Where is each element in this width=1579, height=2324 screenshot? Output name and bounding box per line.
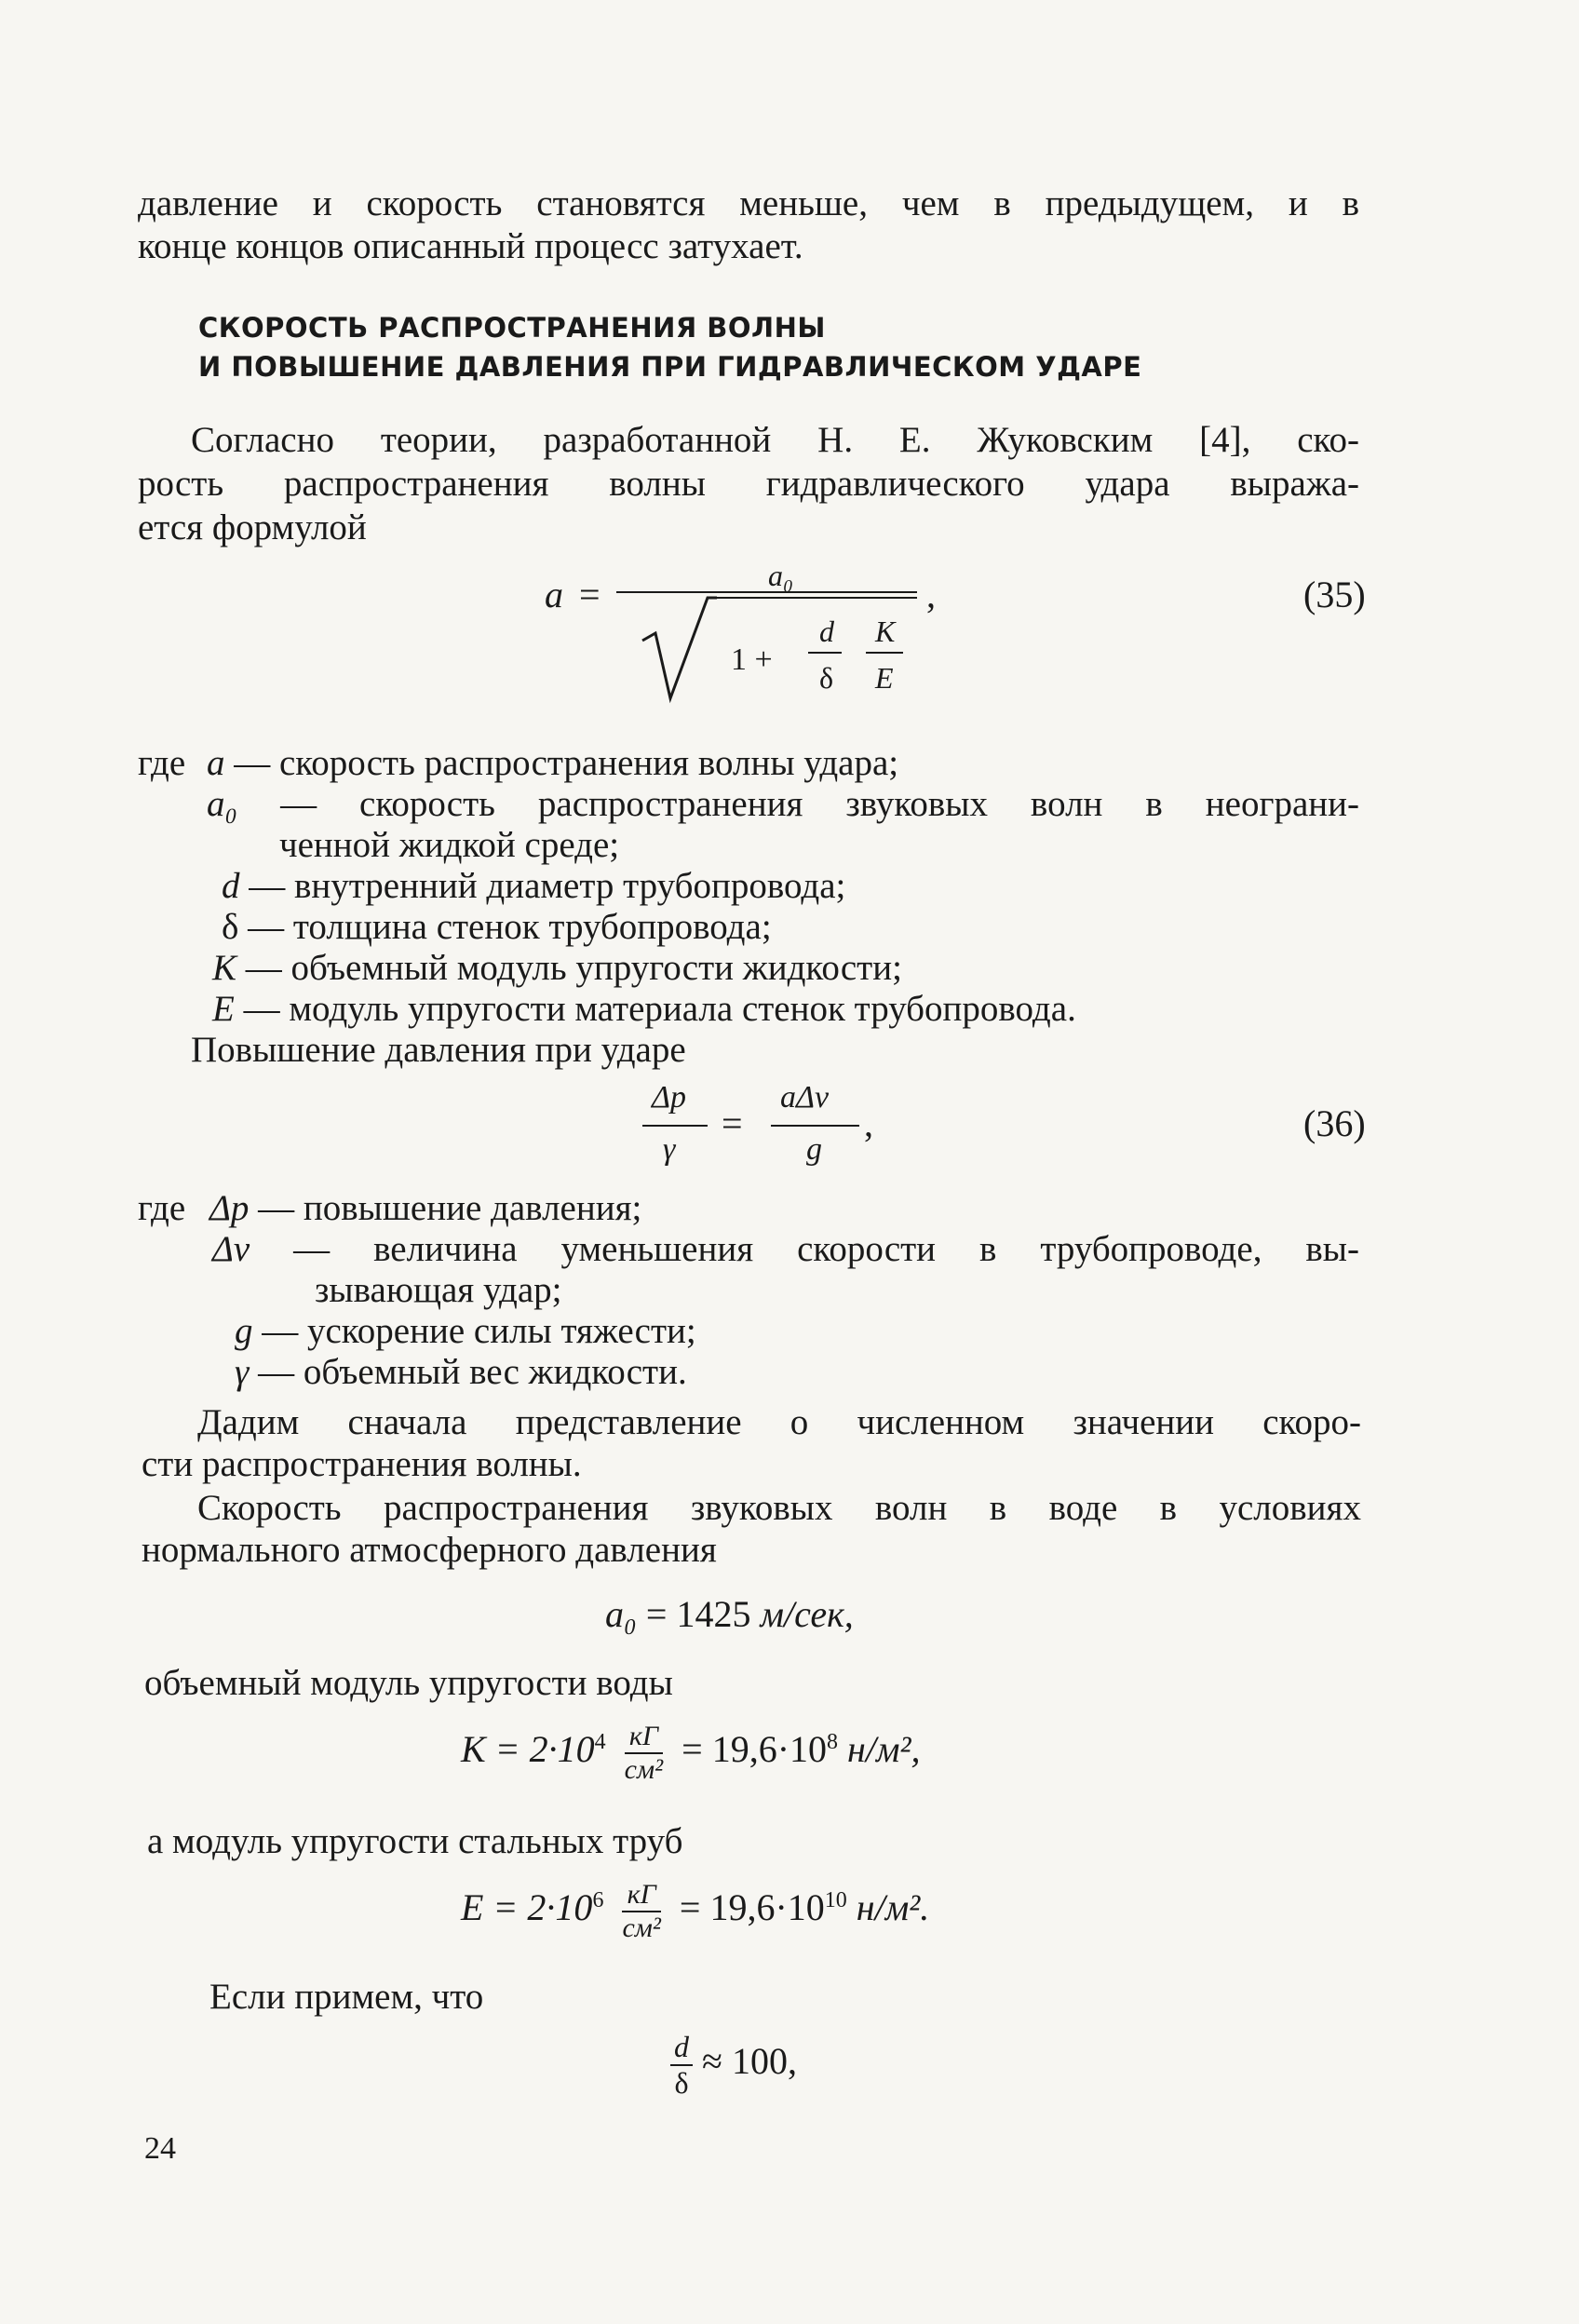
text-line: рость распространения волны гидравлического удара выража- [138, 464, 1359, 504]
eq-K-rhs-exponent: 8 [827, 1729, 839, 1754]
text-line: давление и скорость становятся меньше, чем в предыдущем, и в [138, 183, 1359, 223]
text-line: Скорость распространения звуковых волн в воде в условиях [197, 1488, 1361, 1528]
eq-K-unit: н/м², [847, 1728, 921, 1771]
section-heading-line-1: СКОРОСТЬ РАСПРОСТРАНЕНИЯ ВОЛНЫ [198, 312, 826, 344]
definition-item [207, 783, 1359, 825]
definition-symbol: γ [235, 1352, 250, 1392]
text-line: объемный модуль упругости воды [144, 1663, 673, 1703]
eq-E-lhs: E = 2·10 [461, 1886, 593, 1929]
eq36-comma: , [864, 1102, 873, 1144]
eq-E-frac-den: см² [622, 1912, 661, 1943]
eq-a0-lhs: a₀ [605, 1593, 637, 1635]
eq-K-frac-den: см² [624, 1754, 664, 1785]
definition-item [235, 1310, 696, 1352]
eq-a0-value: = 1425 [645, 1593, 751, 1635]
definition-text: — модуль упругости материала стенок трубопровода. [243, 989, 1076, 1029]
equation-ratio [670, 2030, 797, 2101]
text-line: сти распространения волны. [142, 1444, 582, 1484]
eq36-rhs-denominator: g [806, 1132, 822, 1167]
definition-text: — повышение давления; [258, 1188, 642, 1228]
eq35-d: d [819, 615, 834, 648]
eq-E-fraction [622, 1879, 660, 1944]
definition-item [212, 947, 902, 989]
where-label: где [138, 743, 186, 783]
equation-E [461, 1879, 929, 1944]
eq35-K: K [875, 615, 896, 648]
eq-E-frac-num: кГ [622, 1879, 660, 1912]
eq36-lhs-numerator: Δp [652, 1080, 686, 1115]
eq-ratio-fraction [670, 2030, 693, 2101]
eq35-frac-bar [808, 652, 842, 654]
equation-K [461, 1721, 921, 1786]
eq36-lhs-denominator: γ [663, 1132, 676, 1167]
eq-ratio-rhs: ≈ 100, [702, 2040, 797, 2083]
definition-continuation: зывающая удар; [315, 1270, 562, 1310]
eq-E-exponent: 6 [592, 1887, 604, 1912]
equation-number: (36) [1303, 1102, 1366, 1144]
text-line: ется формулой [138, 507, 367, 547]
eq-K-exponent: 4 [594, 1729, 606, 1754]
definition-symbol: Δp [209, 1188, 250, 1228]
where-label: где [138, 1188, 186, 1228]
definition-text: — толщина стенок трубопровода; [248, 907, 772, 947]
definition-item [222, 906, 772, 948]
eq35-lhs: a [545, 574, 563, 615]
eq35-comma: , [926, 574, 936, 615]
definition-text: — величина уменьшения скорости в трубопроводе, вы- [293, 1229, 1360, 1269]
eq36-frac-bar [771, 1125, 859, 1127]
eq-E-unit: н/м². [856, 1886, 930, 1929]
eq36-rhs-numerator: aΔv [780, 1080, 830, 1115]
eq-a0-unit: м/сек, [760, 1593, 854, 1635]
definition-text: — скорость распространения звуковых волн в неограни- [280, 784, 1360, 824]
eq35-equals: = [579, 574, 601, 615]
definition-text: — ускорение силы тяжести; [262, 1311, 696, 1351]
text-line: Повышение давления при ударе [191, 1030, 686, 1070]
text-line: а модуль упругости стальных труб [147, 1821, 683, 1861]
eq-K-frac-num: кГ [625, 1721, 663, 1754]
page-number: 24 [144, 2131, 176, 2166]
eq35-frac-bar [866, 652, 903, 654]
eq35-numerator: a₀ [768, 559, 794, 592]
definition-item [209, 1187, 641, 1229]
eq35-delta: δ [819, 661, 834, 695]
eq-K-fraction [625, 1721, 663, 1786]
definition-text: — объемный модуль упругости жидкости; [245, 948, 902, 988]
eq-E-rhs-exponent: 10 [824, 1887, 847, 1912]
section-heading-line-2: И ПОВЫШЕНИЕ ДАВЛЕНИЯ ПРИ ГИДРАВЛИЧЕСКОМ УДАРЕ [198, 351, 1142, 383]
definition-symbol: a [207, 743, 225, 783]
definition-text: — объемный вес жидкости. [258, 1352, 687, 1392]
definition-symbol: δ [222, 907, 239, 947]
text-line: Дадим сначала представление о численном значении скоро- [197, 1402, 1361, 1442]
eq36-equals: = [722, 1102, 743, 1144]
definition-text: — скорость распространения волны удара; [234, 743, 899, 783]
eq-K-rhs: = 19,6·10 [682, 1728, 828, 1771]
definition-symbol: a₀ [207, 784, 238, 824]
definition-item [207, 742, 898, 784]
eq-K-lhs: K = 2·10 [461, 1728, 595, 1771]
definition-item [212, 1228, 1359, 1270]
eq-ratio-num: d [670, 2030, 693, 2066]
eq-ratio-den: δ [674, 2066, 689, 2100]
definition-symbol: E [212, 989, 235, 1029]
text-line: нормального атмосферного давления [142, 1530, 717, 1570]
equation-a0 [605, 1592, 854, 1636]
eq35-one-plus: 1 + [731, 642, 773, 677]
equation-number: (35) [1303, 574, 1366, 615]
eq36-frac-bar [642, 1125, 708, 1127]
definition-symbol: K [212, 948, 237, 988]
definition-text: — внутренний диаметр трубопровода; [249, 866, 846, 906]
definition-symbol: g [235, 1311, 253, 1351]
eq35-E: E [875, 661, 894, 695]
definition-symbol: Δv [212, 1229, 250, 1269]
definition-symbol: d [222, 866, 240, 906]
definition-item [222, 865, 845, 907]
definition-item [212, 988, 1076, 1030]
text-line: конце концов описанный процесс затухает. [138, 226, 803, 266]
text-line: Согласно теории, разработанной Н. Е. Жуковским [4], ско- [191, 420, 1359, 460]
text-line: Если примем, что [209, 1977, 484, 2017]
definition-continuation: ченной жидкой среде; [279, 825, 620, 865]
definition-item [235, 1351, 687, 1393]
eq-E-rhs: = 19,6·10 [679, 1886, 825, 1929]
